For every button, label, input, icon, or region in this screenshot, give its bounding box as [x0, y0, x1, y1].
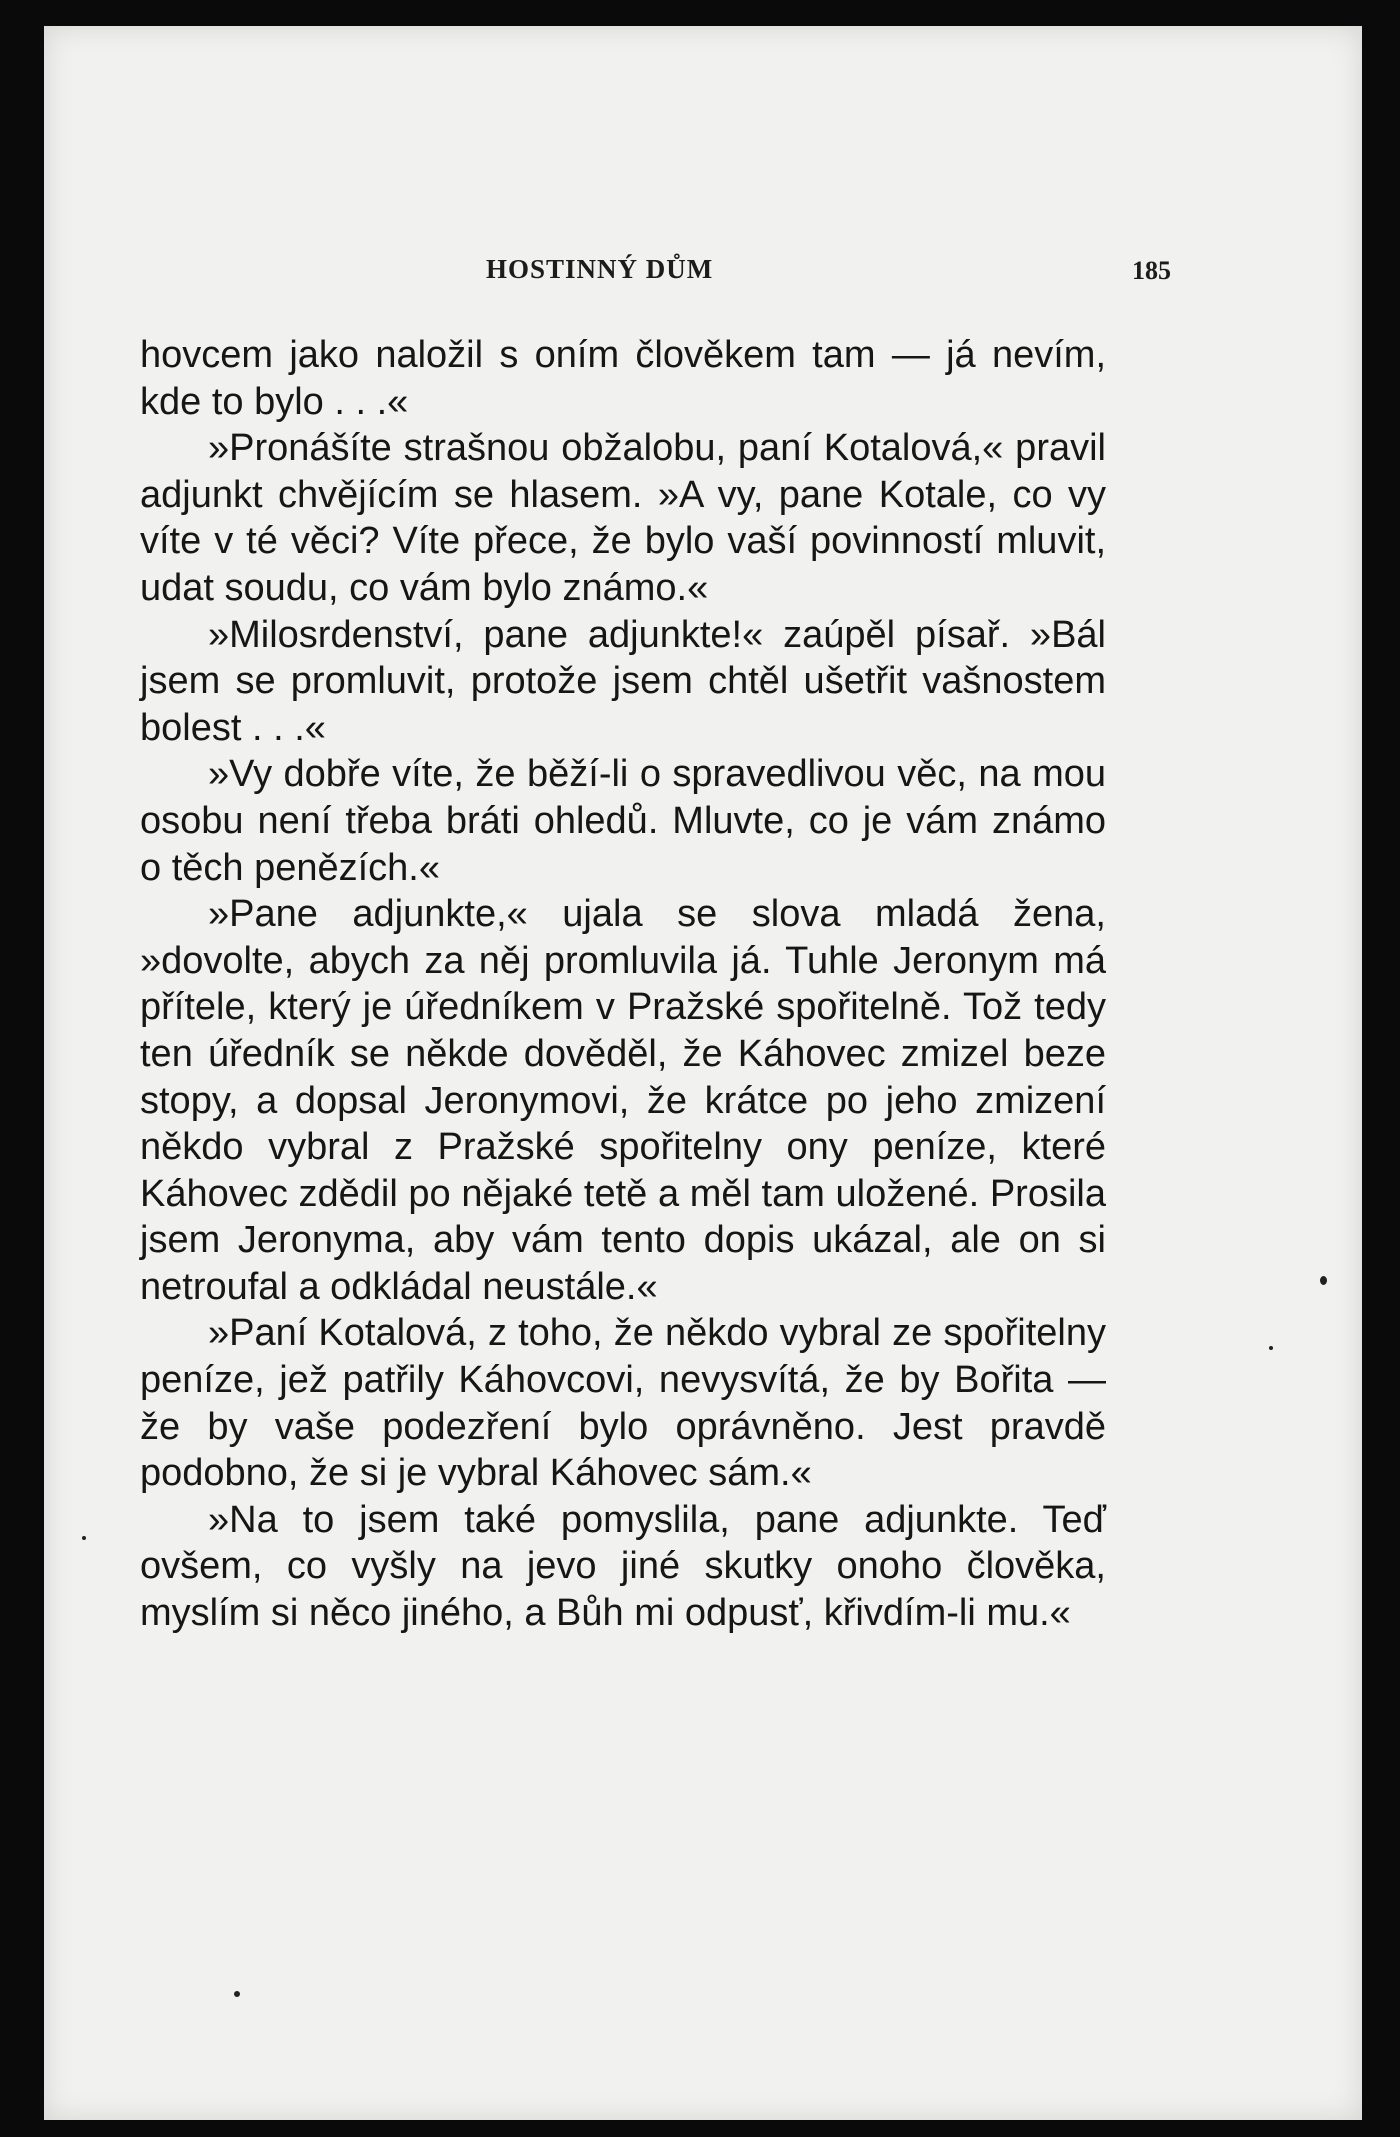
paragraph: »Vy dobře víte, že běží-li o spravedlivou věc, na mou osobu není třeba bráti ohledů. Mluvte, co je vám známo o těch penězích.« [140, 753, 1106, 889]
paragraph: »Pane adjunkte,« ujala se slova mladá žena, »dovolte, abych za něj promluvila já. Tuhle Jeronym má přítele, který je úředníkem v Pražské spořitelně. Tož tedy ten úředník se někde dověděl, že Káhovec zmizel beze stopy, a dopsal Jeronymovi, že krátce po jeho zmizení někdo vybral z Pražské spořitelny ony peníze, které Káhovec zdědil po nějaké tetě a měl tam uložené. Prosila jsem Jeronyma, aby vám tento dopis ukázal, ale on si netroufal a odkládal neustále.« [140, 893, 1106, 1308]
ink-speck [1269, 1346, 1273, 1350]
ink-speck [82, 1536, 86, 1540]
ink-speck [1320, 1276, 1327, 1285]
body-text [140, 332, 1106, 1637]
running-header [44, 254, 1362, 294]
running-title: HOSTINNÝ DŮM [486, 254, 714, 284]
page-number: 185 [1132, 256, 1171, 285]
paragraph: »Na to jsem také pomyslila, pane adjunkte. Teď ovšem, co vyšly na jevo jiné skutky onoho člověka, myslím si něco jiného, a Bůh mi odpusť, křivdím-li mu.« [140, 1498, 1106, 1635]
book-page [44, 26, 1362, 2120]
paragraph: »Milosrdenství, pane adjunkte!« zaúpěl písař. »Bál jsem se promluvit, protože jsem chtěl ušetřit vašnostem bolest . . .« [140, 613, 1106, 749]
paragraph: hovcem jako naložil s oním člověkem tam — já nevím, kde to bylo . . .« [140, 334, 1106, 423]
paragraph: »Paní Kotalová, z toho, že někdo vybral ze spořitelny peníze, jež patřily Káhovcovi, nevysvítá, že by Bořita — že by vaše podezření bylo oprávněno. Jest pravdě podobno, že si je vybral Káhovec sám.« [140, 1312, 1106, 1495]
paragraph: »Pronášíte strašnou obžalobu, paní Kotalová,« pravil adjunkt chvějícím se hlasem. »A vy, pane Kotale, co vy víte v té věci? Víte přece, že bylo vaší povinností mluvit, udat soudu, co vám bylo známo.« [140, 427, 1106, 609]
ink-speck [234, 1991, 240, 1997]
